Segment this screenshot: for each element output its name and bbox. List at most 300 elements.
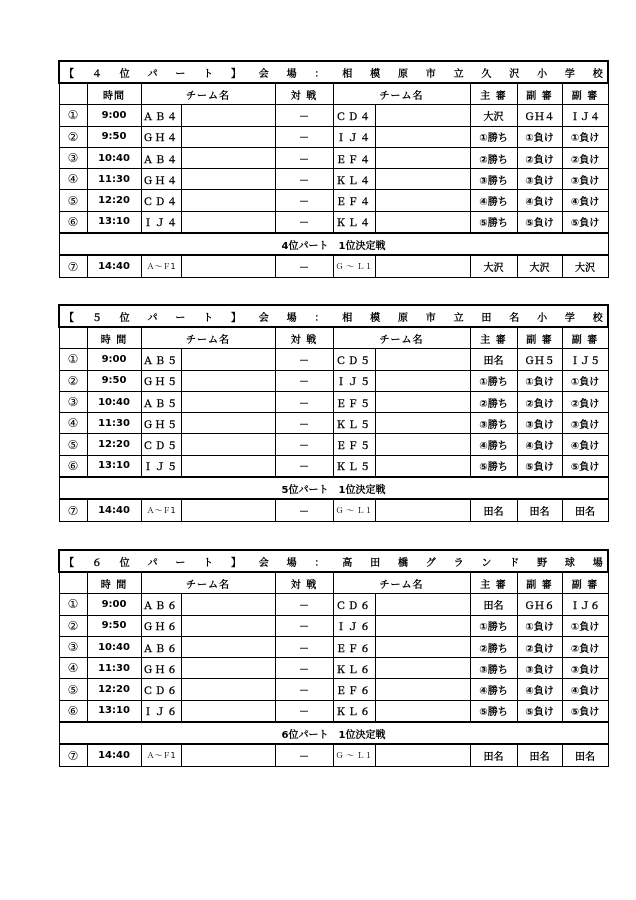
referee-sub-1: 田名 — [517, 499, 562, 521]
title-char: ト — [203, 68, 214, 80]
match-time: 11:30 — [87, 169, 141, 190]
match-time: 9:00 — [87, 105, 141, 126]
team-b-blank — [375, 370, 470, 391]
header-team-a: チーム名 — [141, 327, 275, 349]
header-time: 時 間 — [87, 572, 141, 594]
match-time: 9:00 — [87, 594, 141, 615]
title-char: 場 — [286, 312, 297, 324]
title-char: 【 — [64, 68, 74, 80]
referee-main: ①勝ち — [470, 126, 517, 147]
vs-mark: － — [275, 434, 333, 455]
referee-sub-1: ⑤負け — [517, 455, 562, 477]
header-vs: 対 戦 — [275, 83, 333, 105]
match-number: ② — [59, 615, 87, 636]
final-label: 5位パート 1位決定戦 — [59, 477, 608, 499]
title-char: 学 — [564, 312, 575, 324]
referee-sub-2: ③負け — [562, 169, 608, 190]
match-row — [59, 615, 608, 636]
team-b-blank — [375, 615, 470, 636]
team-b-blank — [375, 413, 470, 434]
referee-main: ⑤勝ち — [470, 455, 517, 477]
match-number: ① — [59, 105, 87, 126]
title-char: 相 — [342, 312, 353, 324]
team-a-blank — [181, 594, 275, 615]
team-b-blank — [375, 499, 470, 521]
title-char: 場 — [286, 557, 297, 569]
match-time: 10:40 — [87, 636, 141, 657]
match-number: ⑤ — [59, 679, 87, 700]
team-a: ＩＪ５ — [141, 455, 181, 477]
referee-sub-2: ④負け — [562, 434, 608, 455]
vs-mark: － — [275, 349, 333, 370]
team-b: ＩＪ６ — [333, 615, 375, 636]
team-a-blank — [181, 190, 275, 211]
match-time: 9:00 — [87, 349, 141, 370]
team-b: ＣＤ５ — [333, 349, 375, 370]
header-referee-sub: 副 審 — [517, 327, 562, 349]
referee-sub-1: ①負け — [517, 126, 562, 147]
match-time: 14:40 — [87, 499, 141, 521]
referee-main: ④勝ち — [470, 679, 517, 700]
referee-sub-1: ⑤負け — [517, 700, 562, 722]
title-char: 模 — [370, 68, 381, 80]
referee-sub-2: 田名 — [562, 744, 608, 766]
match-number: ② — [59, 126, 87, 147]
title-char: 市 — [425, 68, 436, 80]
team-b: ＫＬ４ — [333, 169, 375, 190]
header-referee-sub: 副 審 — [517, 572, 562, 594]
team-a: ＧＨ４ — [141, 126, 181, 147]
team-a-blank — [181, 391, 275, 412]
team-b-blank — [375, 255, 470, 277]
team-b-blank — [375, 700, 470, 722]
team-a-blank — [181, 147, 275, 168]
referee-main: ③勝ち — [470, 413, 517, 434]
title-char: ン — [481, 557, 492, 569]
title-char: 模 — [370, 312, 381, 324]
referee-main: 田名 — [470, 594, 517, 615]
team-b: ＥＦ５ — [333, 434, 375, 455]
match-number: ⑤ — [59, 434, 87, 455]
match-number: ⑥ — [59, 211, 87, 233]
vs-mark: － — [275, 636, 333, 657]
match-number: ④ — [59, 413, 87, 434]
header-time: 時間 — [87, 83, 141, 105]
team-b: ＥＦ６ — [333, 679, 375, 700]
team-a: ＡＢ４ — [141, 105, 181, 126]
match-time: 13:10 — [87, 700, 141, 722]
team-a-blank — [181, 349, 275, 370]
match-row — [59, 455, 608, 477]
match-row — [59, 147, 608, 168]
header-referee-main: 主 審 — [470, 327, 517, 349]
referee-main: ①勝ち — [470, 370, 517, 391]
header-team-a: チーム名 — [141, 83, 275, 105]
title-char: パ — [147, 68, 158, 80]
title-char: 立 — [453, 312, 464, 324]
title-char: ラ — [453, 557, 464, 569]
header-referee-sub: 副 審 — [562, 83, 608, 105]
team-a: ＣＤ５ — [141, 434, 181, 455]
team-a-blank — [181, 636, 275, 657]
title-char: パ — [147, 312, 158, 324]
header-num — [59, 83, 87, 105]
referee-sub-1: ＧＨ４ — [517, 105, 562, 126]
match-row — [59, 349, 608, 370]
header-vs: 対 戦 — [275, 327, 333, 349]
match-number: ③ — [59, 391, 87, 412]
referee-sub-2: ＩＪ４ — [562, 105, 608, 126]
match-number: ⑤ — [59, 190, 87, 211]
title-char: 会 — [258, 557, 269, 569]
referee-sub-2: ①負け — [562, 615, 608, 636]
match-number: ⑥ — [59, 700, 87, 722]
team-a-blank — [181, 499, 275, 521]
title-char: ド — [509, 557, 520, 569]
referee-sub-2: ①負け — [562, 126, 608, 147]
team-a-blank — [181, 658, 275, 679]
vs-mark: － — [275, 126, 333, 147]
header-team-b: チーム名 — [333, 327, 470, 349]
referee-sub-1: ②負け — [517, 636, 562, 657]
team-b-blank — [375, 126, 470, 147]
title-char: グ — [425, 557, 436, 569]
match-row — [59, 105, 608, 126]
vs-mark: － — [275, 413, 333, 434]
title-char: 球 — [564, 557, 575, 569]
match-row — [59, 370, 608, 391]
match-time: 13:10 — [87, 455, 141, 477]
match-number: ④ — [59, 169, 87, 190]
title-char: 市 — [425, 312, 436, 324]
team-b: ＩＪ５ — [333, 370, 375, 391]
title-char: 位 — [119, 68, 130, 80]
team-b-blank — [375, 105, 470, 126]
team-a: Ａ～Ｆ1 — [141, 499, 181, 521]
referee-sub-1: ②負け — [517, 147, 562, 168]
schedule-table-4 — [58, 60, 609, 278]
referee-sub-2: ②負け — [562, 636, 608, 657]
referee-sub-1: ④負け — [517, 434, 562, 455]
team-b: ＥＦ４ — [333, 147, 375, 168]
team-b-blank — [375, 679, 470, 700]
team-a: ＣＤ４ — [141, 190, 181, 211]
referee-sub-2: ＩＪ６ — [562, 594, 608, 615]
title-char: ト — [203, 557, 214, 569]
title-char: ー — [175, 68, 186, 80]
team-b-blank — [375, 147, 470, 168]
title-char: ト — [203, 312, 214, 324]
referee-sub-1: ⑤負け — [517, 211, 562, 233]
team-a: ＧＨ６ — [141, 658, 181, 679]
match-number: ② — [59, 370, 87, 391]
schedule-table-6 — [58, 549, 609, 767]
team-a-blank — [181, 126, 275, 147]
match-time: 9:50 — [87, 615, 141, 636]
vs-mark: － — [275, 169, 333, 190]
referee-main: ④勝ち — [470, 434, 517, 455]
referee-main: 大沢 — [470, 255, 517, 277]
section-title — [59, 305, 608, 327]
header-vs: 対 戦 — [275, 572, 333, 594]
referee-sub-2: ④負け — [562, 190, 608, 211]
match-time: 10:40 — [87, 391, 141, 412]
team-b-blank — [375, 434, 470, 455]
title-char: 田 — [370, 557, 381, 569]
vs-mark: － — [275, 615, 333, 636]
final-label: 6位パート 1位決定戦 — [59, 722, 608, 744]
final-row — [59, 255, 608, 277]
team-a: ＧＨ５ — [141, 413, 181, 434]
referee-main: ①勝ち — [470, 615, 517, 636]
title-char: パ — [147, 557, 158, 569]
match-time: 9:50 — [87, 370, 141, 391]
referee-sub-1: 大沢 — [517, 255, 562, 277]
vs-mark: － — [275, 211, 333, 233]
team-a-blank — [181, 615, 275, 636]
referee-main: ②勝ち — [470, 147, 517, 168]
title-char: ー — [175, 312, 186, 324]
match-row — [59, 126, 608, 147]
team-a: Ａ～Ｆ1 — [141, 744, 181, 766]
referee-sub-2: 大沢 — [562, 255, 608, 277]
team-b: ＥＦ６ — [333, 636, 375, 657]
title-char: 場 — [286, 68, 297, 80]
title-char: 久 — [481, 68, 492, 80]
referee-sub-1: ②負け — [517, 391, 562, 412]
team-b: ＫＬ５ — [333, 455, 375, 477]
team-a: ＧＨ６ — [141, 615, 181, 636]
referee-sub-2: ②負け — [562, 391, 608, 412]
team-b: ＣＤ６ — [333, 594, 375, 615]
match-time: 12:20 — [87, 434, 141, 455]
title-char: ６ — [91, 557, 102, 569]
match-number: ③ — [59, 147, 87, 168]
header-num — [59, 572, 87, 594]
referee-main: ③勝ち — [470, 658, 517, 679]
final-row — [59, 499, 608, 521]
referee-sub-2: ②負け — [562, 147, 608, 168]
vs-mark: － — [275, 455, 333, 477]
team-b-blank — [375, 349, 470, 370]
match-time: 11:30 — [87, 658, 141, 679]
match-row — [59, 169, 608, 190]
header-time: 時 間 — [87, 327, 141, 349]
section-title — [59, 61, 608, 83]
title-char: 位 — [119, 312, 130, 324]
team-b-blank — [375, 391, 470, 412]
team-a-blank — [181, 434, 275, 455]
referee-sub-2: 田名 — [562, 499, 608, 521]
match-time: 9:50 — [87, 126, 141, 147]
referee-main: ④勝ち — [470, 190, 517, 211]
title-char: 校 — [592, 68, 603, 80]
match-time: 14:40 — [87, 744, 141, 766]
title-char: 】 — [230, 312, 241, 324]
vs-mark: － — [275, 499, 333, 521]
title-char: 学 — [564, 68, 575, 80]
vs-mark: － — [275, 658, 333, 679]
match-time: 13:10 — [87, 211, 141, 233]
match-number: ③ — [59, 636, 87, 657]
team-a: ＩＪ６ — [141, 700, 181, 722]
vs-mark: － — [275, 255, 333, 277]
vs-mark: － — [275, 700, 333, 722]
team-b: ＫＬ５ — [333, 413, 375, 434]
referee-main: ⑤勝ち — [470, 211, 517, 233]
referee-sub-1: ④負け — [517, 679, 562, 700]
title-char: 場 — [592, 557, 603, 569]
header-team-b: チーム名 — [333, 572, 470, 594]
team-b: ＥＦ４ — [333, 190, 375, 211]
title-char: 【 — [64, 557, 74, 569]
match-time: 12:20 — [87, 679, 141, 700]
team-a-blank — [181, 700, 275, 722]
team-a-blank — [181, 679, 275, 700]
team-b-blank — [375, 190, 470, 211]
team-a: Ａ～Ｆ1 — [141, 255, 181, 277]
team-a-blank — [181, 211, 275, 233]
team-a: ＡＢ６ — [141, 636, 181, 657]
team-b-blank — [375, 594, 470, 615]
referee-sub-2: ＩＪ５ — [562, 349, 608, 370]
title-char: 小 — [537, 68, 548, 80]
team-b: ＫＬ６ — [333, 658, 375, 679]
header-referee-main: 主 審 — [470, 572, 517, 594]
vs-mark: － — [275, 105, 333, 126]
team-b-blank — [375, 658, 470, 679]
vs-mark: － — [275, 190, 333, 211]
team-a-blank — [181, 105, 275, 126]
title-char: 校 — [592, 312, 603, 324]
referee-sub-2: ⑤負け — [562, 455, 608, 477]
title-char: 】 — [230, 68, 241, 80]
match-number: ① — [59, 594, 87, 615]
referee-sub-2: ⑤負け — [562, 700, 608, 722]
team-a: ＡＢ５ — [141, 349, 181, 370]
title-char: 野 — [537, 557, 548, 569]
section-title — [59, 550, 608, 572]
referee-main: ②勝ち — [470, 391, 517, 412]
referee-main: 田名 — [470, 499, 517, 521]
match-row — [59, 413, 608, 434]
title-char: 相 — [342, 68, 353, 80]
team-a: ＡＢ４ — [141, 147, 181, 168]
header-team-a: チーム名 — [141, 572, 275, 594]
match-row — [59, 679, 608, 700]
title-char: ー — [175, 557, 186, 569]
title-char: ： — [314, 68, 325, 80]
final-row — [59, 744, 608, 766]
match-number: ① — [59, 349, 87, 370]
match-row — [59, 636, 608, 657]
match-row — [59, 434, 608, 455]
referee-sub-1: ＧＨ６ — [517, 594, 562, 615]
referee-sub-1: ①負け — [517, 370, 562, 391]
match-row — [59, 594, 608, 615]
referee-sub-2: ③負け — [562, 413, 608, 434]
referee-main: ⑤勝ち — [470, 700, 517, 722]
title-char: ： — [314, 557, 325, 569]
referee-sub-1: ③負け — [517, 658, 562, 679]
title-char: ４ — [91, 68, 102, 80]
title-char: 立 — [453, 68, 464, 80]
vs-mark: － — [275, 594, 333, 615]
referee-main: 大沢 — [470, 105, 517, 126]
match-row — [59, 391, 608, 412]
match-number: ④ — [59, 658, 87, 679]
match-number: ⑥ — [59, 455, 87, 477]
match-number: ⑦ — [59, 255, 87, 277]
team-a: ＧＨ４ — [141, 169, 181, 190]
title-char: 】 — [230, 557, 241, 569]
referee-sub-2: ①負け — [562, 370, 608, 391]
title-char: ５ — [91, 312, 102, 324]
referee-sub-1: ③負け — [517, 169, 562, 190]
team-a-blank — [181, 370, 275, 391]
title-char: 原 — [397, 68, 408, 80]
title-char: 位 — [119, 557, 130, 569]
vs-mark: － — [275, 744, 333, 766]
header-referee-sub: 副 審 — [517, 83, 562, 105]
title-char: 名 — [509, 312, 520, 324]
title-char: ： — [314, 312, 325, 324]
team-b: Ｇ ～ Ｌ１ — [333, 255, 375, 277]
title-char: 原 — [397, 312, 408, 324]
referee-main: ③勝ち — [470, 169, 517, 190]
team-b: ＣＤ４ — [333, 105, 375, 126]
team-b-blank — [375, 636, 470, 657]
match-time: 14:40 — [87, 255, 141, 277]
team-a-blank — [181, 744, 275, 766]
header-referee-main: 主 審 — [470, 83, 517, 105]
team-b: Ｇ ～ Ｌ１ — [333, 744, 375, 766]
title-char: 会 — [258, 312, 269, 324]
team-b: ＥＦ５ — [333, 391, 375, 412]
team-a-blank — [181, 169, 275, 190]
match-row — [59, 658, 608, 679]
match-time: 10:40 — [87, 147, 141, 168]
header-num — [59, 327, 87, 349]
referee-main: 田名 — [470, 349, 517, 370]
vs-mark: － — [275, 147, 333, 168]
team-b: ＩＪ４ — [333, 126, 375, 147]
title-char: 小 — [537, 312, 548, 324]
header-team-b: チーム名 — [333, 83, 470, 105]
title-char: 会 — [258, 68, 269, 80]
header-referee-sub: 副 審 — [562, 327, 608, 349]
team-b: ＫＬ６ — [333, 700, 375, 722]
team-a: ＡＢ５ — [141, 391, 181, 412]
team-a-blank — [181, 413, 275, 434]
referee-main: 田名 — [470, 744, 517, 766]
match-row — [59, 700, 608, 722]
match-row — [59, 211, 608, 233]
referee-sub-2: ⑤負け — [562, 211, 608, 233]
team-b-blank — [375, 744, 470, 766]
team-b-blank — [375, 211, 470, 233]
referee-sub-1: 田名 — [517, 744, 562, 766]
team-b: Ｇ ～ Ｌ１ — [333, 499, 375, 521]
vs-mark: － — [275, 370, 333, 391]
team-a-blank — [181, 255, 275, 277]
title-char: 高 — [342, 557, 353, 569]
title-char: 沢 — [509, 68, 520, 80]
referee-main: ②勝ち — [470, 636, 517, 657]
referee-sub-2: ④負け — [562, 679, 608, 700]
team-a: ＡＢ６ — [141, 594, 181, 615]
title-char: 【 — [64, 312, 74, 324]
